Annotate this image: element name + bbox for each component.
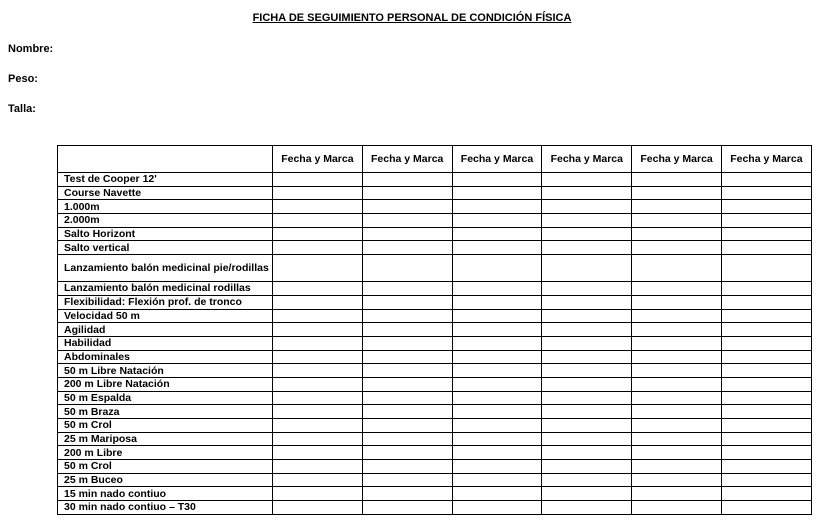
result-cell[interactable]: [542, 350, 632, 364]
result-cell[interactable]: [721, 364, 811, 378]
result-cell[interactable]: [542, 227, 632, 241]
result-cell[interactable]: [362, 282, 452, 296]
result-cell[interactable]: [273, 309, 363, 323]
result-cell[interactable]: [362, 432, 452, 446]
result-cell[interactable]: [273, 487, 363, 501]
table-row: [58, 309, 812, 323]
test-name-cell: Lanzamiento balón medicinal rodillas: [58, 282, 273, 296]
test-name-cell: 15 min nado contiuo: [58, 487, 273, 501]
test-name-cell: Test de Cooper 12': [58, 173, 273, 187]
result-cell[interactable]: [632, 255, 722, 282]
result-cell[interactable]: [273, 473, 363, 487]
result-cell[interactable]: [542, 405, 632, 419]
result-cell[interactable]: [452, 309, 542, 323]
header-date-cell: Fecha y Marca: [362, 146, 452, 173]
result-cell[interactable]: [632, 419, 722, 433]
table-row: [58, 501, 812, 515]
result-cell[interactable]: [632, 186, 722, 200]
table-row: [58, 487, 812, 501]
result-cell[interactable]: [721, 323, 811, 337]
result-cell[interactable]: [452, 487, 542, 501]
result-cell[interactable]: [452, 419, 542, 433]
result-cell[interactable]: [542, 200, 632, 214]
table-row: [58, 227, 812, 241]
result-cell[interactable]: [632, 391, 722, 405]
result-cell[interactable]: [721, 350, 811, 364]
fitness-tracking-table: [57, 145, 812, 515]
result-cell[interactable]: [632, 405, 722, 419]
test-name-cell: 2.000m: [58, 214, 273, 228]
test-name-cell: 1.000m: [58, 200, 273, 214]
table-row: [58, 405, 812, 419]
result-cell[interactable]: [632, 432, 722, 446]
result-cell[interactable]: [721, 460, 811, 474]
table-row: [58, 255, 812, 282]
header-date-cell: Fecha y Marca: [632, 146, 722, 173]
result-cell[interactable]: [362, 446, 452, 460]
result-cell[interactable]: [273, 323, 363, 337]
header-date-cell: Fecha y Marca: [452, 146, 542, 173]
result-cell[interactable]: [632, 227, 722, 241]
result-cell[interactable]: [362, 173, 452, 187]
result-cell[interactable]: [542, 377, 632, 391]
result-cell[interactable]: [362, 295, 452, 309]
result-cell[interactable]: [632, 350, 722, 364]
table-row: [58, 473, 812, 487]
result-cell[interactable]: [452, 295, 542, 309]
result-cell[interactable]: [273, 295, 363, 309]
test-name-cell: 50 m Crol: [58, 460, 273, 474]
result-cell[interactable]: [632, 473, 722, 487]
result-cell[interactable]: [632, 460, 722, 474]
result-cell[interactable]: [542, 282, 632, 296]
result-cell[interactable]: [452, 364, 542, 378]
result-cell[interactable]: [542, 391, 632, 405]
result-cell[interactable]: [542, 336, 632, 350]
result-cell[interactable]: [632, 309, 722, 323]
result-cell[interactable]: [542, 295, 632, 309]
test-name-cell: Lanzamiento balón medicinal pie/rodillas: [58, 255, 273, 282]
result-cell[interactable]: [273, 241, 363, 255]
result-cell[interactable]: [452, 460, 542, 474]
result-cell[interactable]: [273, 282, 363, 296]
table-row: [58, 241, 812, 255]
result-cell[interactable]: [362, 200, 452, 214]
header-date-cell: Fecha y Marca: [273, 146, 363, 173]
result-cell[interactable]: [452, 473, 542, 487]
result-cell[interactable]: [362, 323, 452, 337]
result-cell[interactable]: [273, 214, 363, 228]
test-name-cell: Flexibilidad: Flexión prof. de tronco: [58, 295, 273, 309]
result-cell[interactable]: [632, 282, 722, 296]
result-cell[interactable]: [542, 364, 632, 378]
test-name-cell: 25 m Mariposa: [58, 432, 273, 446]
result-cell[interactable]: [542, 323, 632, 337]
result-cell[interactable]: [452, 336, 542, 350]
result-cell[interactable]: [273, 173, 363, 187]
table-row: [58, 336, 812, 350]
table-row: [58, 350, 812, 364]
result-cell[interactable]: [721, 255, 811, 282]
result-cell[interactable]: [542, 460, 632, 474]
result-cell[interactable]: [632, 323, 722, 337]
result-cell[interactable]: [273, 255, 363, 282]
test-name-cell: Salto Horizont: [58, 227, 273, 241]
result-cell[interactable]: [452, 501, 542, 515]
result-cell[interactable]: [362, 377, 452, 391]
result-cell[interactable]: [721, 432, 811, 446]
talla-label: Talla:: [8, 103, 36, 115]
table-row: [58, 173, 812, 187]
test-name-cell: Velocidad 50 m: [58, 309, 273, 323]
test-name-cell: 50 m Crol: [58, 419, 273, 433]
result-cell[interactable]: [362, 391, 452, 405]
header-date-cell: Fecha y Marca: [542, 146, 632, 173]
test-name-cell: Agilidad: [58, 323, 273, 337]
result-cell[interactable]: [273, 460, 363, 474]
result-cell[interactable]: [273, 391, 363, 405]
result-cell[interactable]: [273, 446, 363, 460]
result-cell[interactable]: [721, 214, 811, 228]
test-name-cell: 25 m Buceo: [58, 473, 273, 487]
result-cell[interactable]: [362, 227, 452, 241]
nombre-label: Nombre:: [8, 43, 54, 55]
result-cell[interactable]: [362, 487, 452, 501]
result-cell[interactable]: [632, 295, 722, 309]
table-row: [58, 282, 812, 296]
page-title: FICHA DE SEGUIMIENTO PERSONAL DE CONDICIÓN FÍSICA: [252, 12, 572, 24]
result-cell[interactable]: [721, 487, 811, 501]
test-name-cell: 200 m Libre: [58, 446, 273, 460]
result-cell[interactable]: [542, 214, 632, 228]
test-name-cell: Abdominales: [58, 350, 273, 364]
result-cell[interactable]: [632, 241, 722, 255]
result-cell[interactable]: [721, 419, 811, 433]
result-cell[interactable]: [632, 501, 722, 515]
result-cell[interactable]: [273, 405, 363, 419]
result-cell[interactable]: [721, 473, 811, 487]
result-cell[interactable]: [452, 282, 542, 296]
result-cell[interactable]: [632, 487, 722, 501]
result-cell[interactable]: [721, 200, 811, 214]
result-cell[interactable]: [542, 241, 632, 255]
table-row: [58, 432, 812, 446]
result-cell[interactable]: [542, 309, 632, 323]
table-row: [58, 186, 812, 200]
result-cell[interactable]: [452, 186, 542, 200]
result-cell[interactable]: [362, 336, 452, 350]
result-cell[interactable]: [632, 173, 722, 187]
test-name-cell: Course Navette: [58, 186, 273, 200]
result-cell[interactable]: [452, 446, 542, 460]
result-cell[interactable]: [452, 227, 542, 241]
result-cell[interactable]: [452, 405, 542, 419]
result-cell[interactable]: [362, 350, 452, 364]
result-cell[interactable]: [273, 364, 363, 378]
result-cell[interactable]: [452, 391, 542, 405]
test-name-cell: 30 min nado contiuo – T30: [58, 501, 273, 515]
result-cell[interactable]: [452, 350, 542, 364]
result-cell[interactable]: [632, 200, 722, 214]
result-cell[interactable]: [542, 186, 632, 200]
table-row: [58, 200, 812, 214]
table-row: [58, 446, 812, 460]
result-cell[interactable]: [273, 336, 363, 350]
result-cell[interactable]: [721, 186, 811, 200]
result-cell[interactable]: [542, 473, 632, 487]
result-cell[interactable]: [721, 173, 811, 187]
result-cell[interactable]: [721, 295, 811, 309]
result-cell[interactable]: [632, 377, 722, 391]
result-cell[interactable]: [721, 405, 811, 419]
result-cell[interactable]: [721, 336, 811, 350]
header-row: [58, 146, 812, 173]
result-cell[interactable]: [632, 214, 722, 228]
result-cell[interactable]: [542, 501, 632, 515]
test-name-cell: Salto vertical: [58, 241, 273, 255]
result-cell[interactable]: [542, 487, 632, 501]
result-cell[interactable]: [362, 214, 452, 228]
result-cell[interactable]: [362, 364, 452, 378]
result-cell[interactable]: [452, 214, 542, 228]
result-cell[interactable]: [452, 377, 542, 391]
result-cell[interactable]: [452, 173, 542, 187]
table-body: [58, 173, 812, 515]
result-cell[interactable]: [542, 432, 632, 446]
result-cell[interactable]: [273, 200, 363, 214]
result-cell[interactable]: [542, 255, 632, 282]
test-name-cell: 50 m Braza: [58, 405, 273, 419]
table-row: [58, 295, 812, 309]
result-cell[interactable]: [452, 323, 542, 337]
table-row: [58, 323, 812, 337]
result-cell[interactable]: [362, 419, 452, 433]
result-cell[interactable]: [452, 255, 542, 282]
test-name-cell: 50 m Libre Natación: [58, 364, 273, 378]
result-cell[interactable]: [721, 391, 811, 405]
table-row: [58, 460, 812, 474]
result-cell[interactable]: [542, 173, 632, 187]
test-name-cell: Habilidad: [58, 336, 273, 350]
table-row: [58, 419, 812, 433]
result-cell[interactable]: [721, 241, 811, 255]
result-cell[interactable]: [273, 501, 363, 515]
result-cell[interactable]: [362, 309, 452, 323]
result-cell[interactable]: [721, 227, 811, 241]
table-row: [58, 391, 812, 405]
result-cell[interactable]: [632, 446, 722, 460]
test-name-cell: 50 m Espalda: [58, 391, 273, 405]
result-cell[interactable]: [721, 309, 811, 323]
result-cell[interactable]: [721, 377, 811, 391]
result-cell[interactable]: [273, 419, 363, 433]
result-cell[interactable]: [362, 501, 452, 515]
result-cell[interactable]: [542, 419, 632, 433]
result-cell[interactable]: [362, 186, 452, 200]
peso-label: Peso:: [8, 73, 38, 85]
result-cell[interactable]: [721, 501, 811, 515]
result-cell[interactable]: [362, 255, 452, 282]
result-cell[interactable]: [452, 432, 542, 446]
table-row: [58, 364, 812, 378]
result-cell[interactable]: [721, 282, 811, 296]
result-cell[interactable]: [721, 446, 811, 460]
test-name-cell: 200 m Libre Natación: [58, 377, 273, 391]
result-cell[interactable]: [632, 364, 722, 378]
result-cell[interactable]: [273, 350, 363, 364]
result-cell[interactable]: [542, 446, 632, 460]
result-cell[interactable]: [362, 241, 452, 255]
result-cell[interactable]: [273, 377, 363, 391]
result-cell[interactable]: [362, 473, 452, 487]
result-cell[interactable]: [452, 200, 542, 214]
header-test-cell: [58, 146, 273, 173]
result-cell[interactable]: [452, 241, 542, 255]
result-cell[interactable]: [362, 460, 452, 474]
table-row: [58, 214, 812, 228]
header-date-cell: Fecha y Marca: [721, 146, 811, 173]
result-cell[interactable]: [632, 336, 722, 350]
result-cell[interactable]: [273, 432, 363, 446]
result-cell[interactable]: [273, 227, 363, 241]
result-cell[interactable]: [273, 186, 363, 200]
table-row: [58, 377, 812, 391]
result-cell[interactable]: [362, 405, 452, 419]
